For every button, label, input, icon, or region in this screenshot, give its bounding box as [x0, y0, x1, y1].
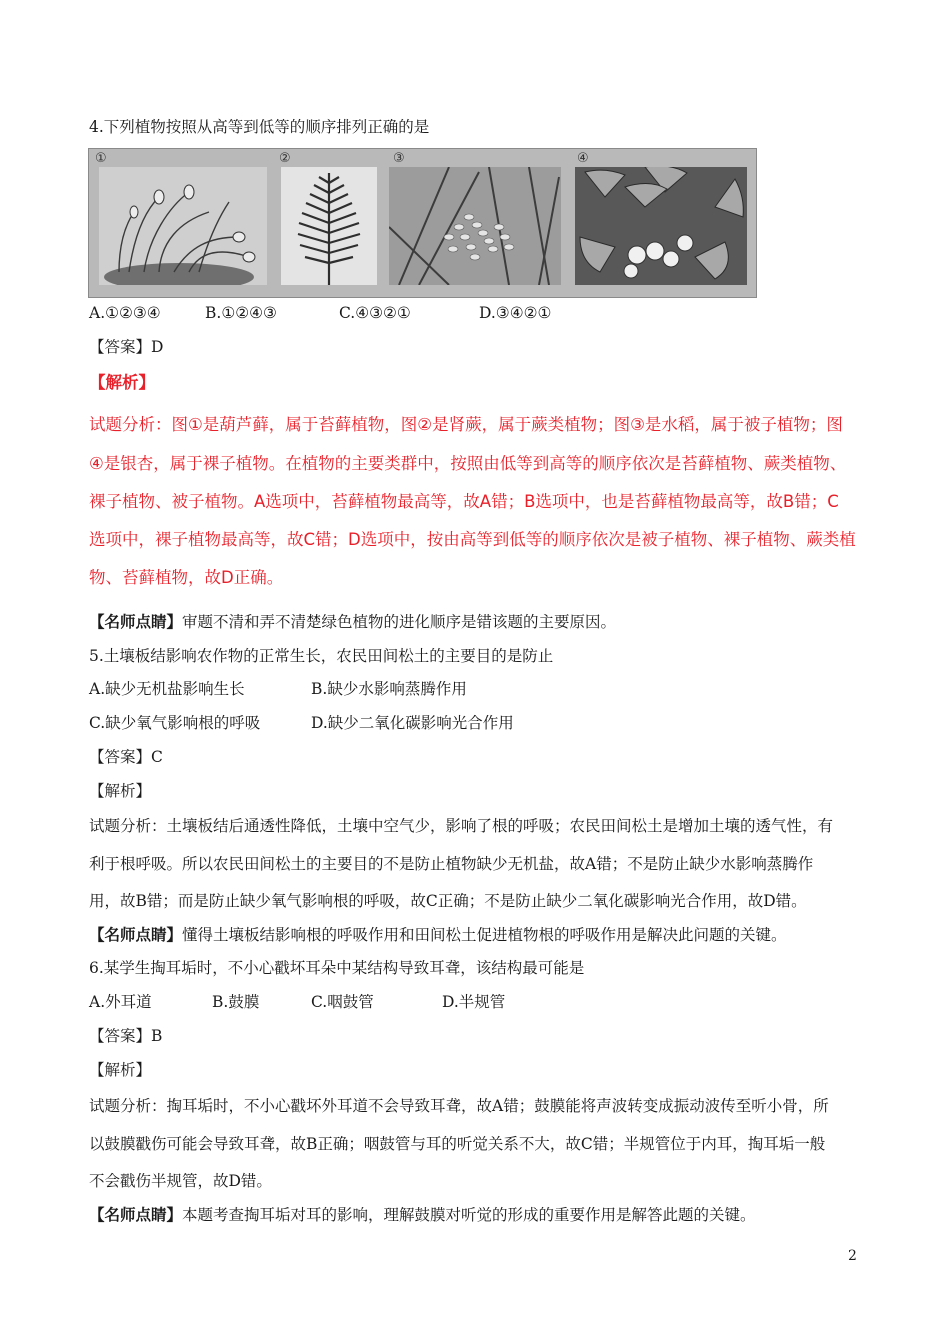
q5-analysis-line: 用，故B错；而是防止缺少氧气影响根的呼吸，故C正确；不是防止缺少二氧化碳影响光合作用，故D错。 — [89, 892, 807, 910]
q4-option-d: D.③④②① — [479, 304, 552, 322]
q6-tip-text: 本题考查掏耳垢对耳的影响，理解鼓膜对听觉的形成的重要作用是解答此题的关键。 — [182, 1206, 756, 1224]
q6-option-b: B.鼓膜 — [212, 993, 260, 1011]
q6-analysis-line: 试题分析：掏耳垢时，不小心戳坏外耳道不会导致耳聋，故A错；鼓膜能将声波转变成振动波传至听小骨，所 — [89, 1097, 829, 1115]
q4-tip-label: 【名师点睛】 — [89, 612, 183, 631]
photo-label-3: ③ — [393, 151, 405, 166]
ginkgo-photo — [575, 167, 747, 285]
plant-photo-strip — [88, 148, 757, 298]
q4-analysis-line: 物、苔藓植物，故D正确。 — [89, 568, 284, 587]
q4-analysis-line: ④是银杏，属于裸子植物。在植物的主要类群中，按照由低等到高等的顺序依次是苔藓植物、蕨类植物、 — [89, 454, 847, 473]
q4-analysis-line: 裸子植物、被子植物。A选项中，苔藓植物最高等，故A错；B选项中，也是苔藓植物最高等，故B错；C — [89, 492, 839, 511]
q6-tip — [89, 1204, 756, 1226]
q5-question: 5.土壤板结影响农作物的正常生长，农民田间松土的主要目的是防止 — [89, 647, 554, 665]
q5-tip-label: 【名师点睛】 — [89, 925, 183, 944]
q6-answer: 【答案】B — [89, 1027, 163, 1045]
q4-analysis-line: 试题分析：图①是葫芦藓，属于苔藓植物，图②是肾蕨，属于蕨类植物；图③是水稻，属于被子植物；图 — [89, 415, 843, 434]
q4-option-c: C.④③②① — [339, 304, 411, 322]
moss-photo — [99, 167, 267, 285]
q6-analysis-line: 不会戳伤半规管，故D错。 — [89, 1172, 272, 1190]
photo-label-1: ① — [95, 151, 107, 166]
q4-question: 4.下列植物按照从高等到低等的顺序排列正确的是 — [89, 118, 430, 136]
q6-option-c: C.咽鼓管 — [311, 993, 374, 1011]
q5-analysis-line: 利于根呼吸。所以农民田间松土的主要目的不是防止植物缺少无机盐，故A错；不是防止缺少水影响蒸腾作 — [89, 855, 814, 873]
q5-answer: 【答案】C — [89, 748, 163, 766]
q5-tip-text: 懂得土壤板结影响根的呼吸作用和田间松土促进植物根的呼吸作用是解决此问题的关键。 — [182, 926, 787, 944]
q4-answer: 【答案】D — [89, 338, 164, 356]
q5-option-a: A.缺少无机盐影响生长 — [89, 680, 245, 698]
q4-option-a: A.①②③④ — [89, 304, 161, 322]
q6-option-d: D.半规管 — [442, 993, 506, 1011]
photo-label-2: ② — [279, 151, 291, 166]
q6-option-a: A.外耳道 — [89, 993, 152, 1011]
q5-analysis-title: 【解析】 — [89, 782, 152, 800]
q5-option-b: B.缺少水影响蒸腾作用 — [311, 680, 467, 698]
q5-option-d: D.缺少二氧化碳影响光合作用 — [311, 714, 514, 732]
q4-analysis-title: 【解析】 — [89, 373, 155, 392]
rice-photo — [389, 167, 561, 285]
page-number: 2 — [848, 1248, 857, 1264]
fern-photo — [281, 167, 377, 285]
q5-option-c: C.缺少氧气影响根的呼吸 — [89, 714, 261, 732]
photo-label-4: ④ — [577, 151, 589, 166]
q6-tip-label: 【名师点睛】 — [89, 1205, 183, 1224]
q6-analysis-line: 以鼓膜戳伤可能会导致耳聋，故B正确；咽鼓管与耳的听觉关系不大，故C错；半规管位于内耳，掏耳垢一般 — [89, 1135, 826, 1153]
q6-analysis-title: 【解析】 — [89, 1061, 152, 1079]
q4-option-b: B.①②④③ — [205, 304, 277, 322]
q5-tip — [89, 924, 787, 946]
q5-analysis-line: 试题分析：土壤板结后通透性降低，土壤中空气少，影响了根的呼吸；农民田间松土是增加土壤的透气性，有 — [89, 817, 834, 835]
q4-tip-text: 审题不清和弄不清楚绿色植物的进化顺序是错该题的主要原因。 — [182, 613, 617, 631]
q6-question: 6.某学生掏耳垢时，不小心戳坏耳朵中某结构导致耳聋，该结构最可能是 — [89, 959, 585, 977]
q4-tip — [89, 611, 616, 633]
q4-analysis-line: 选项中，裸子植物最高等，故C错；D选项中，按由高等到低等的顺序依次是被子植物、裸子植物、蕨类植 — [89, 530, 856, 549]
